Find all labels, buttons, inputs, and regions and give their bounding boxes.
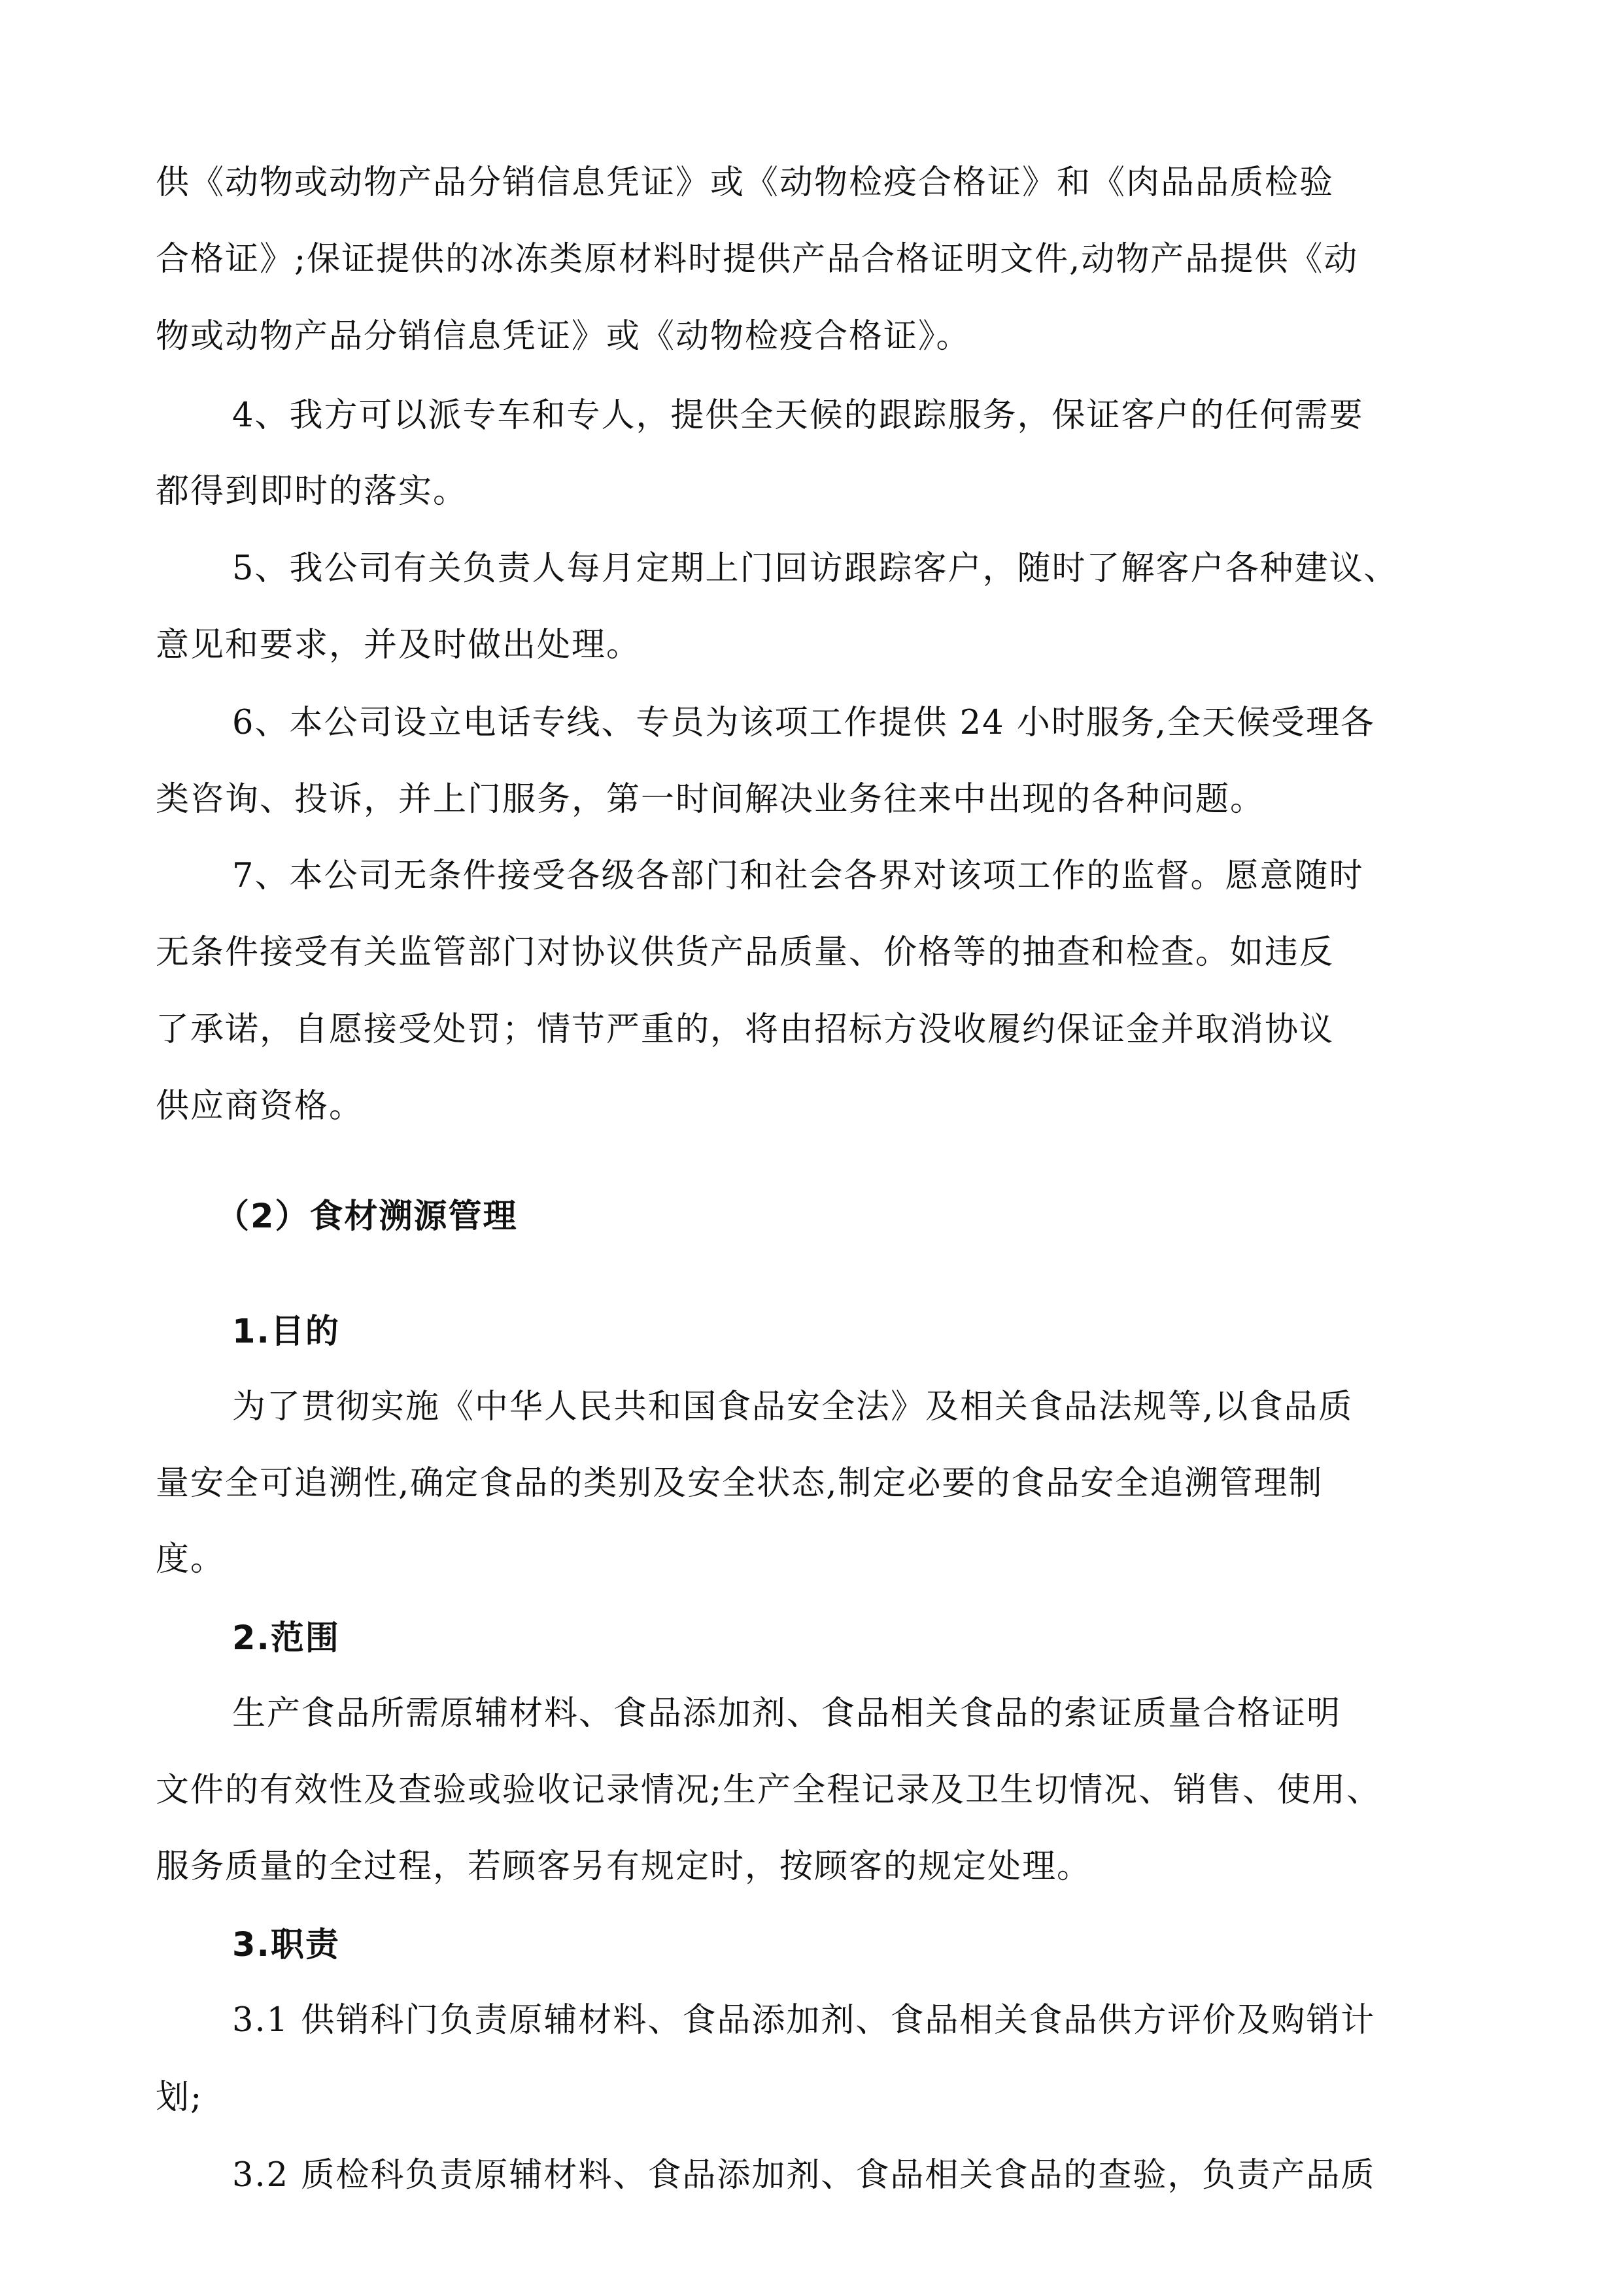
paragraph-line: 6、本公司设立电话专线、专员为该项工作提供 24 小时服务,全天候受理各 [232,704,1375,742]
paragraph-line: 度。 [156,1540,226,1579]
paragraph-line: 意见和要求，并及时做出处理。 [156,626,641,664]
paragraph-line: 合格证》;保证提供的冰冻类原材料时提供产品合格证明文件,动物产品提供《动 [156,240,1359,279]
paragraph-line: 无条件接受有关监管部门对协议供货产品质量、价格等的抽查和检查。如违反 [156,933,1335,972]
paragraph-line: 供应商资格。 [156,1087,364,1125]
paragraph-line: 3.2 质检科负责原辅材料、食品添加剂、食品相关食品的查验，负责产品质 [232,2156,1376,2195]
section-title: （2）食材溯源管理 [216,1197,518,1236]
paragraph-line: 都得到即时的落实。 [156,472,468,511]
paragraph-line: 了承诺，自愿接受处罚；情节严重的，将由招标方没收履约保证金并取消协议 [156,1010,1335,1049]
paragraph-line: 7、本公司无条件接受各级各部门和社会各界对该项工作的监督。愿意随时 [232,857,1364,895]
paragraph-line: 文件的有效性及查验或验收记录情况;生产全程记录及卫生切情况、销售、使用、 [156,1771,1382,1809]
heading-duties: 3.职责 [232,1926,340,1964]
paragraph-line: 为了贯彻实施《中华人民共和国食品安全法》及相关食品法规等,以食品质 [232,1388,1354,1426]
paragraph-line: 服务质量的全过程，若顾客另有规定时，按顾客的规定处理。 [156,1847,1092,1886]
paragraph-line: 3.1 供销科门负责原辅材料、食品添加剂、食品相关食品供方评价及购销计 [232,2001,1376,2040]
paragraph-line: 划; [156,2078,203,2117]
paragraph-line: 供《动物或动物产品分销信息凭证》或《动物检疫合格证》和《肉品品质检验 [156,163,1335,202]
paragraph-line: 5、我公司有关负责人每月定期上门回访跟踪客户，随时了解客户各种建议、 [232,549,1399,588]
paragraph-line: 4、我方可以派专车和专人，提供全天候的跟踪服务，保证客户的任何需要 [232,396,1364,435]
paragraph-line: 生产食品所需原辅材料、食品添加剂、食品相关食品的索证质量合格证明 [232,1694,1342,1733]
heading-scope: 2.范围 [232,1619,340,1658]
heading-purpose: 1.目的 [232,1312,340,1351]
paragraph-line: 类咨询、投诉，并上门服务，第一时间解决业务往来中出现的各种问题。 [156,780,1265,819]
paragraph-line: 量安全可追溯性,确定食品的类别及安全状态,制定必要的食品安全追溯管理制 [156,1464,1324,1503]
paragraph-line: 物或动物产品分销信息凭证》或《动物检疫合格证》。 [156,317,971,356]
